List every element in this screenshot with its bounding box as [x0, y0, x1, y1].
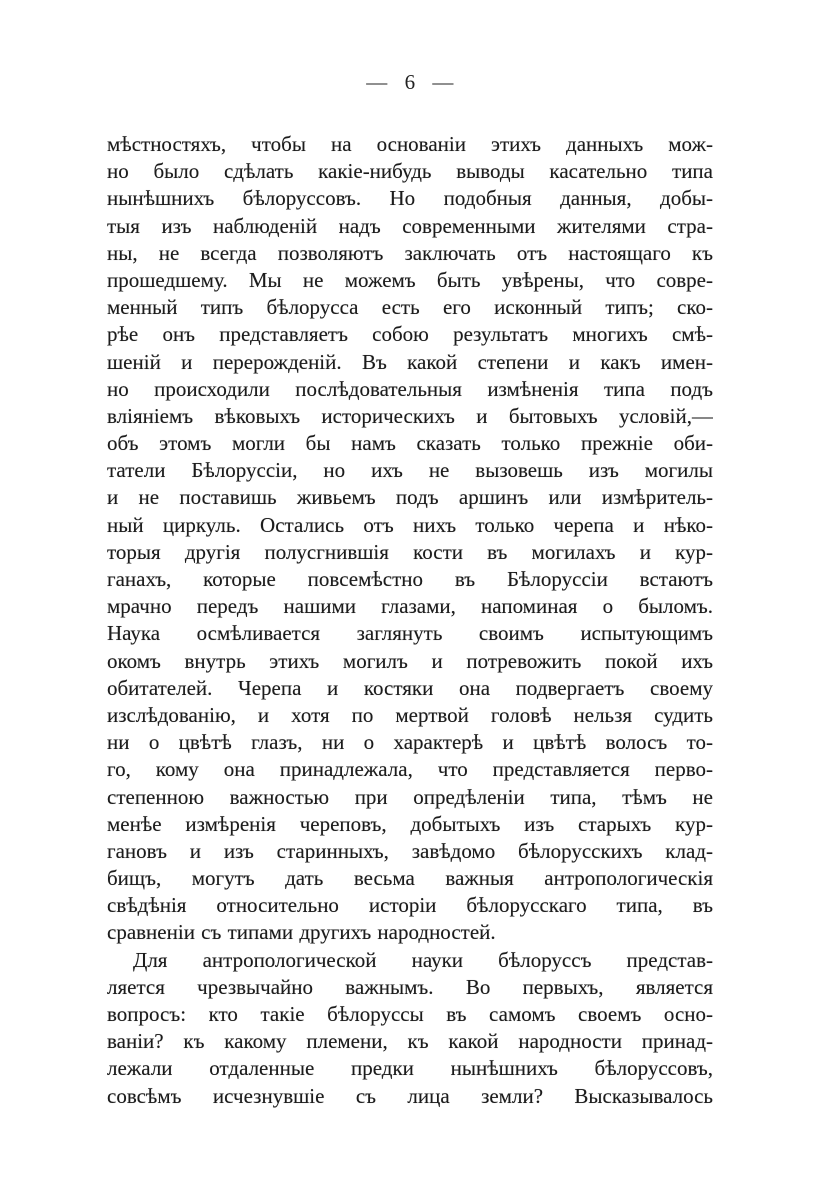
- text-line: изслѣдованію, и хотя по мертвой головѣ нельзя судить: [107, 702, 713, 727]
- page-number: 6: [404, 70, 416, 94]
- text-line: нынѣшнихъ бѣлоруссовъ. Но подобныя данныя, добы-: [107, 186, 713, 211]
- text-line: обитателей. Черепа и костяки она подвергаетъ своему: [107, 675, 713, 700]
- text-line: торыя другія полусгнившія кости въ могилахъ и кур-: [107, 539, 713, 564]
- text-line: менѣе измѣренія череповъ, добытыхъ изъ старыхъ кур-: [107, 811, 713, 836]
- text-line: ни о цвѣтѣ глазъ, ни о характерѣ и цвѣтѣ волосъ то-: [107, 730, 713, 755]
- text-line: лежали отдаленные предки нынѣшнихъ бѣлоруссовъ,: [107, 1056, 713, 1081]
- text-line: вліяніемъ вѣковыхъ историческихъ и бытовыхъ условій,—: [107, 403, 713, 428]
- text-line: окомъ внутрь этихъ могилъ и потревожить покой ихъ: [107, 648, 713, 673]
- text-line: ляется чрезвычайно важнымъ. Во первыхъ, является: [107, 974, 713, 999]
- header-dash-left: —: [366, 70, 388, 94]
- text-line: менный типъ бѣлорусса есть его исконный типъ; ско-: [107, 295, 713, 320]
- text-line: ны, не всегда позволяютъ заключать отъ настоящаго къ: [107, 240, 713, 265]
- page-text-block: [107, 131, 713, 1110]
- text-line: ный циркуль. Остались отъ нихъ только черепа и нѣко-: [107, 512, 713, 537]
- text-line: шеній и перерожденій. Въ какой степени и какъ имен-: [107, 349, 713, 374]
- text-line: прошедшему. Мы не можемъ быть увѣрены, что совре-: [107, 267, 713, 292]
- text-line: гановъ и изъ старинныхъ, завѣдомо бѣлорусскихъ клад-: [107, 838, 713, 863]
- text-line: татели Бѣлоруссіи, но ихъ не вызовешь изъ могилы: [107, 458, 713, 483]
- text-line: мѣстностяхъ, чтобы на основаніи этихъ данныхъ мож-: [107, 132, 713, 156]
- text-line: тыя изъ наблюденій надъ современными жителями стра-: [107, 213, 713, 238]
- text-line: степенною важностью при опредѣленіи типа, тѣмъ не: [107, 784, 713, 809]
- text-line: го, кому она принадлежала, что представляется перво-: [107, 757, 713, 782]
- text-line: вопросъ: кто такіе бѣлоруссы въ самомъ своемъ осно-: [107, 1002, 713, 1026]
- text-line: и не поставишь живьемъ подъ аршинъ или измѣритель-: [107, 485, 713, 510]
- text-line: объ этомъ могли бы намъ сказать только прежніе оби-: [107, 431, 713, 456]
- text-line: ваніи? къ какому племени, къ какой народности принад-: [107, 1029, 713, 1054]
- text-line-paragraph-end: сравненіи съ типами другихъ народностей.: [107, 920, 496, 945]
- header-dash-right: —: [432, 70, 454, 94]
- text-line: рѣе онъ представляетъ собою результатъ многихъ смѣ-: [107, 322, 713, 347]
- page-header: [107, 70, 713, 95]
- text-line: мрачно передъ нашими глазами, напоминая о быломъ.: [107, 594, 713, 619]
- text-line: свѣдѣнія относительно исторіи бѣлорусскаго типа, въ: [107, 893, 713, 918]
- text-line: Наука осмѣливается заглянуть своимъ испытующимъ: [107, 621, 713, 646]
- text-line: совсѣмъ исчезнувшіе съ лица земли? Высказывалось: [107, 1083, 713, 1108]
- text-line: ганахъ, которые повсемѣстно въ Бѣлоруссіи встаютъ: [107, 567, 713, 591]
- text-line-paragraph-start: Для антропологической науки бѣлоруссъ представ-: [133, 947, 713, 972]
- text-line: но происходили послѣдовательныя измѣненія типа подъ: [107, 376, 713, 401]
- text-line: но было сдѣлать какіе-нибудь выводы касательно типа: [107, 159, 713, 184]
- text-line: бищъ, могутъ дать весьма важныя антропологическія: [107, 866, 713, 891]
